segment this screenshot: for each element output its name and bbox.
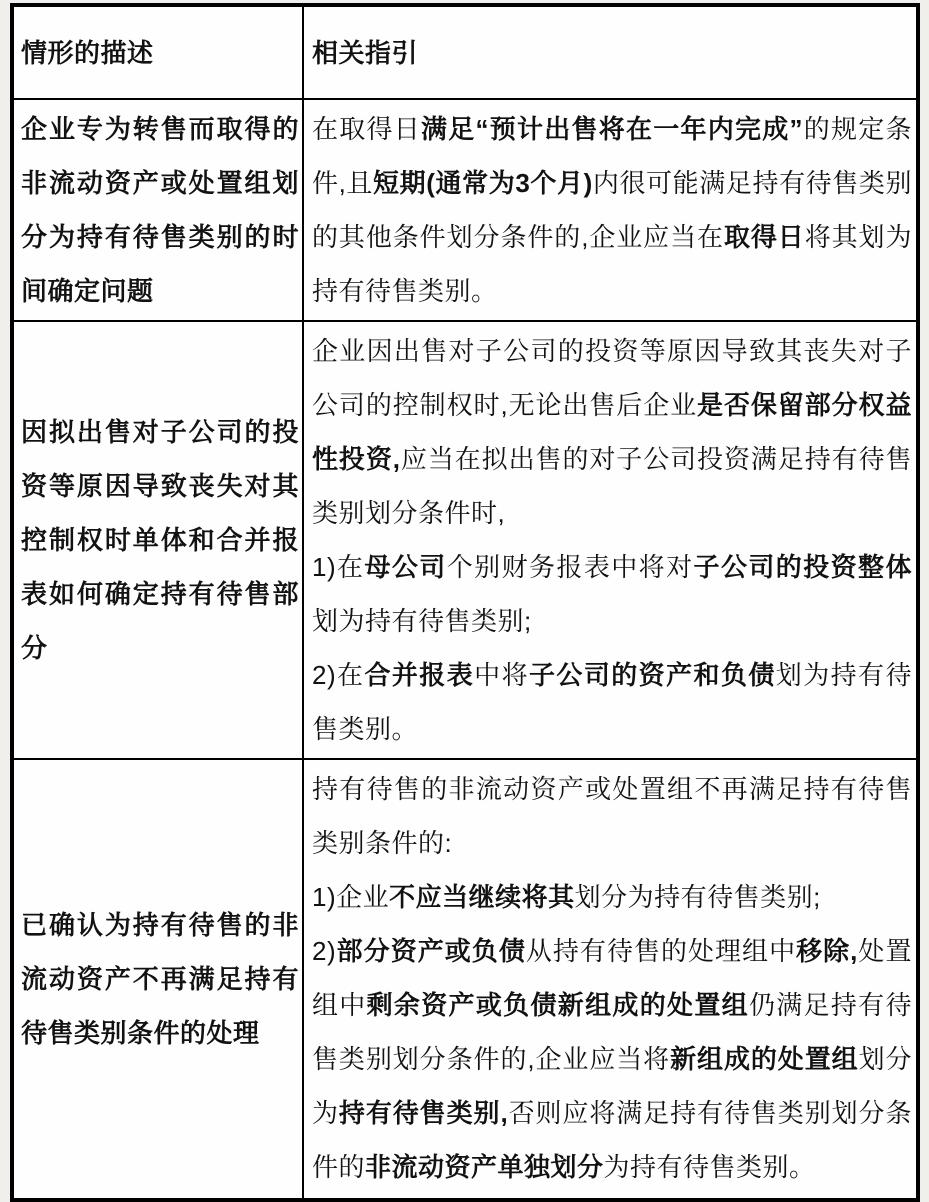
header-situation: 情形的描述	[14, 7, 304, 98]
guidance-paragraph: 持有待售的非流动资产或处置组不再满足持有待售类别条件的:	[312, 774, 912, 858]
header-guidance: 相关指引	[312, 37, 419, 68]
guidance-paragraph: 2)部分资产或负债从持有待售的处理组中移除,处置组中剩余资产或负债新组成的处置组仍满足持有待售类别划分条件的,企业应当将新组成的处置组划分为持有待售类别,否则应将满足持有待售类别划分条件的非流动资产单独划分为持有待售类别。	[312, 936, 912, 1182]
guidance-paragraph: 1)在母公司个别财务报表中将对子公司的投资整体划为持有待售类别;	[312, 552, 912, 636]
table-row	[14, 320, 916, 758]
guidance-paragraph: 2)在合并报表中将子公司的资产和负债划为持有待售类别。	[312, 660, 912, 744]
situation-cell: 已确认为持有待售的非流动资产不再满足持有待售类别条件的处理	[14, 760, 304, 1198]
guidance-paragraph: 1)企业不应当继续将其划分为持有待售类别;	[312, 882, 821, 912]
situation-cell: 企业专为转售而取得的非流动资产或处置组划分为持有待售类别的时间确定问题	[14, 100, 304, 320]
table-row	[14, 758, 916, 1198]
guidance-cell	[304, 100, 916, 320]
guidance-cell	[304, 760, 916, 1198]
table-row	[14, 98, 916, 320]
guidance-paragraph: 在取得日满足“预计出售将在一年内完成”的规定条件,且短期(通常为3个月)内很可能满足持有待售类别的其他条件划分条件的,企业应当在取得日将其划为持有待售类别。	[312, 114, 912, 306]
table-header-row	[14, 7, 916, 98]
situation-cell: 因拟出售对子公司的投资等原因导致丧失对其控制权时单体和合并报表如何确定持有待售部分	[14, 322, 304, 758]
guidance-table	[10, 3, 920, 1202]
guidance-paragraph: 企业因出售对子公司的投资等原因导致其丧失对子公司的控制权时,无论出售后企业是否保留部分权益性投资,应当在拟出售的对子公司投资满足持有待售类别划分条件时,	[312, 336, 912, 528]
guidance-cell	[304, 322, 916, 758]
